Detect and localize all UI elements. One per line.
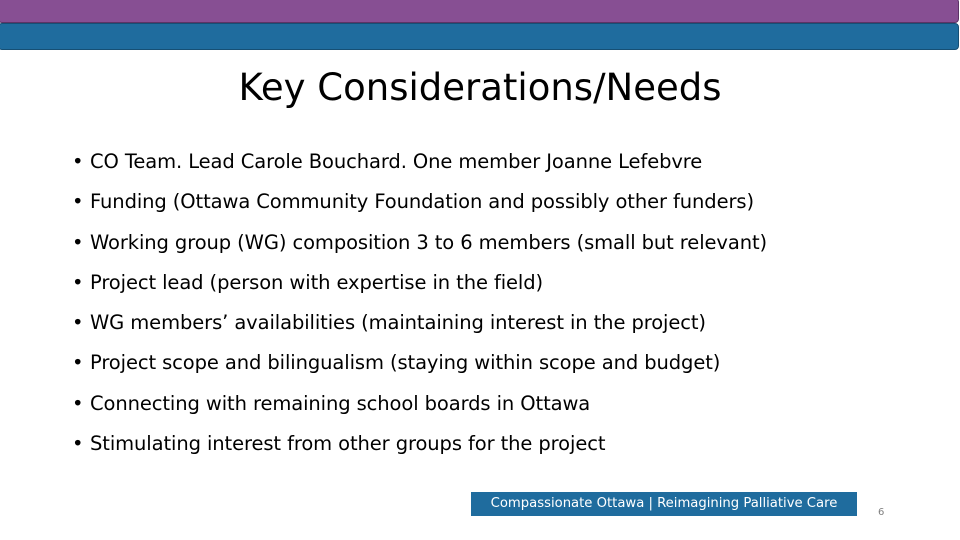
secondary-header-band <box>0 23 959 50</box>
bullet-item <box>72 343 942 383</box>
bullet-text: Project lead (person with expertise in the field) <box>90 270 544 294</box>
bullet-text: Project scope and bilingualism (staying within scope and budget) <box>90 351 721 375</box>
bullet-text: WG members’ availabilities (maintaining interest in the project) <box>90 311 706 335</box>
bullet-item <box>72 424 942 464</box>
bullet-text: Connecting with remaining school boards in Ottawa <box>90 391 591 415</box>
page-number: 6 <box>878 507 885 518</box>
bullet-dot: • <box>72 351 84 375</box>
bullet-dot: • <box>72 432 84 456</box>
bullet-text: CO Team. Lead Carole Bouchard. One member Joanne Lefebvre <box>90 150 703 173</box>
bullet-dot: • <box>72 391 84 415</box>
footer-banner: Compassionate Ottawa | Reimagining Palliative Care <box>471 492 857 516</box>
bullet-list <box>72 142 942 464</box>
bullet-dot: • <box>72 270 84 294</box>
bullet-item <box>72 223 942 263</box>
bullet-item <box>72 142 942 182</box>
bullet-item <box>72 182 942 222</box>
slide-title: Key Considerations/Needs <box>238 66 722 109</box>
bullet-dot: • <box>72 311 84 335</box>
top-header-band <box>0 0 959 23</box>
bullet-item <box>72 303 942 343</box>
bullet-dot: • <box>72 190 84 214</box>
bullet-dot: • <box>72 150 84 173</box>
bullet-text: Funding (Ottawa Community Foundation and possibly other funders) <box>90 190 754 214</box>
bullet-item <box>72 384 942 424</box>
bullet-dot: • <box>72 230 84 254</box>
bullet-item <box>72 263 942 303</box>
bullet-text: Working group (WG) composition 3 to 6 members (small but relevant) <box>90 230 768 254</box>
bullet-text: Stimulating interest from other groups for the project <box>90 432 606 456</box>
